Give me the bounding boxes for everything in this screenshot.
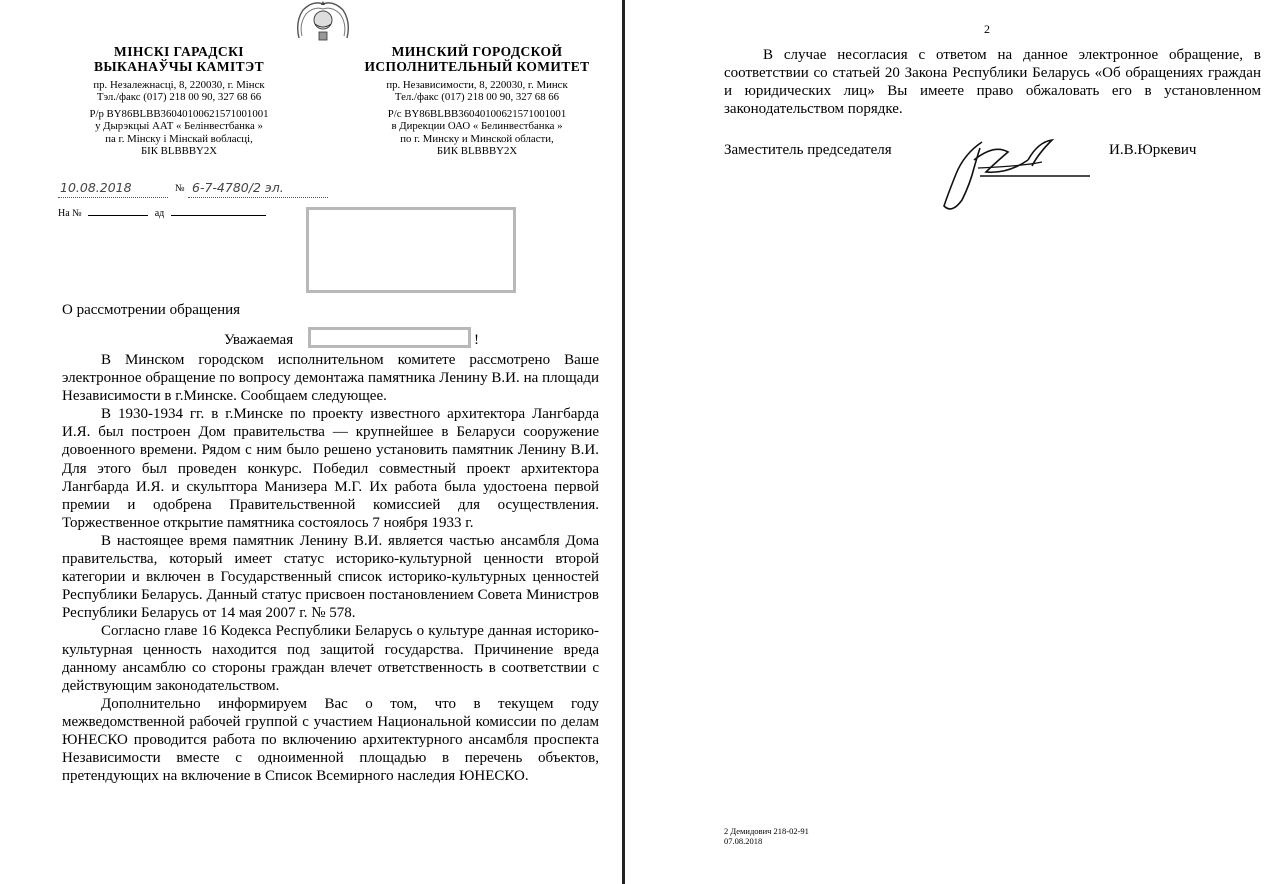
incoming-from-label: ад — [154, 208, 165, 219]
body-paragraph-4: Согласно главе 16 Кодекса Республики Беларусь о культуре данная историко-культурная ценность находится под защитой государства. Причинение вреда данному ансамблю со стороны граждан влечет ответственность в соответствии с действующим законодательством. — [62, 623, 599, 694]
page-divider — [622, 0, 625, 884]
incoming-reference — [58, 208, 278, 222]
header-left-address: пр. Незалежнасці, 8, 220030, г. Мінск — [93, 79, 265, 92]
header-right-address: пр. Независимости, 8, 220030, г. Минск — [386, 79, 568, 92]
body-paragraph-2: В 1930-1934 гг. в г.Минске по проекту известного архитектора Лангбарда И.Я. был построен Дом правительства — крупнейшее в Беларуси сооружение довоенного времени. Рядом с ним было решено установить памятник Ленину В.И. Для этого был проведен конкурс. Победил совместный проект архитектора Лангбарда И.Я. и скульптора Манизера М.Г. Их работа была удостоена первой премии и одобрена Правительственной комиссией для осуществления. Торжественное открытие памятника состоялось 7 ноября 1933 г. — [62, 406, 599, 531]
header-left-bank: у Дырэкцыі ААТ « Белінвестбанка » — [95, 120, 263, 133]
header-right-region: по г. Минску и Минской области, — [400, 132, 554, 145]
appeal-rights-paragraph: В случае несогласия с ответом на данное электронное обращение, в соответствии со статьей 20 Закона Республики Беларусь «Об обращениях граждан и юридических лиц» Вы имеете право обжаловать его в установленном законодательством порядке. — [724, 47, 1261, 118]
body-paragraph-3: В настоящее время памятник Ленину В.И. является частью ансамбля Дома правительства, который имеет статус историко-культурной ценности второй категории и включен в Государственный список историко-культурных ценностей Республики Беларусь. Данный статус присвоен постановлением Совета Министров Республики Беларусь от 14 мая 2007 г. № 578. — [62, 532, 599, 622]
incoming-no-label: На № — [58, 208, 82, 219]
redacted-recipient-name — [308, 327, 471, 348]
subject-line: О рассмотрении обращения — [62, 302, 241, 318]
letter-page-1 — [0, 0, 622, 884]
header-left-block — [52, 44, 306, 157]
registration-date: 10.08.2018 — [60, 180, 132, 195]
header-right-title-1: МИНСКИЙ ГОРОДСКОЙ — [391, 44, 563, 59]
page2-body — [724, 46, 1261, 118]
salutation-word: Уважаемая — [224, 332, 294, 348]
header-right-title-2: ИСПОЛНИТЕЛЬНЫЙ КОМИТЕТ — [364, 59, 590, 75]
header-left-phone: Тэл./факс (017) 218 00 90, 327 68 66 — [96, 91, 262, 104]
state-emblem-icon — [293, 0, 353, 44]
salutation-exclamation: ! — [474, 332, 479, 348]
signature-icon — [934, 130, 1094, 214]
registration-no-label: № — [175, 183, 185, 194]
header-right-account: Р/с BY86BLBB36040100621571001001 — [387, 108, 567, 121]
header-left-bik: БІК BLBBBY2X — [140, 144, 218, 157]
header-left-region: па г. Мінску і Мінскай вобласці, — [105, 132, 253, 145]
header-left-title-1: МІНСКІ ГАРАДСКІ — [114, 44, 244, 59]
page-number: 2 — [984, 22, 990, 36]
executor-date: 07.08.2018 — [724, 836, 763, 846]
registration-line — [58, 180, 358, 200]
salutation-line — [224, 332, 524, 352]
signer-title: Заместитель председателя — [724, 142, 892, 158]
executor-line: 2 Демидович 218-02-91 — [724, 826, 809, 836]
header-left-account: Р/р BY86BLBB36040100621571001001 — [89, 108, 269, 121]
registration-number: 6-7-4780/2 эл. — [192, 180, 284, 195]
header-right-phone: Тел./факс (017) 218 00 90, 327 68 66 — [394, 91, 560, 104]
letter-page-2 — [626, 0, 1280, 884]
header-right-bank: в Дирекции ОАО « Белинвестбанка » — [391, 120, 563, 133]
header-right-bik: БИК BLBBBY2X — [436, 144, 518, 157]
letter-body — [62, 351, 599, 785]
header-left-title-2: ВЫКАНАЎЧЫ КАМІТЭТ — [94, 59, 264, 75]
redacted-recipient-address — [306, 207, 516, 293]
header-right-block — [348, 44, 606, 157]
footer-executor — [724, 826, 809, 846]
body-paragraph-1: В Минском городском исполнительном комитете рассмотрено Ваше электронное обращение по вопросу демонтажа памятника Ленину В.И. на площади Независимости в г.Минске. Сообщаем следующее. — [62, 352, 599, 405]
body-paragraph-5: Дополнительно информируем Вас о том, что в текущем году межведомственной рабочей группой с участием Национальной комиссии по делам ЮНЕСКО проводится работа по включению архитектурного ансамбля проспекта Независимости вместе с одноименной площадью в перечень объектов, претендующих на включение в Список Всемирного наследия ЮНЕСКО. — [62, 695, 599, 785]
signer-name: И.В.Юркевич — [1109, 142, 1197, 158]
